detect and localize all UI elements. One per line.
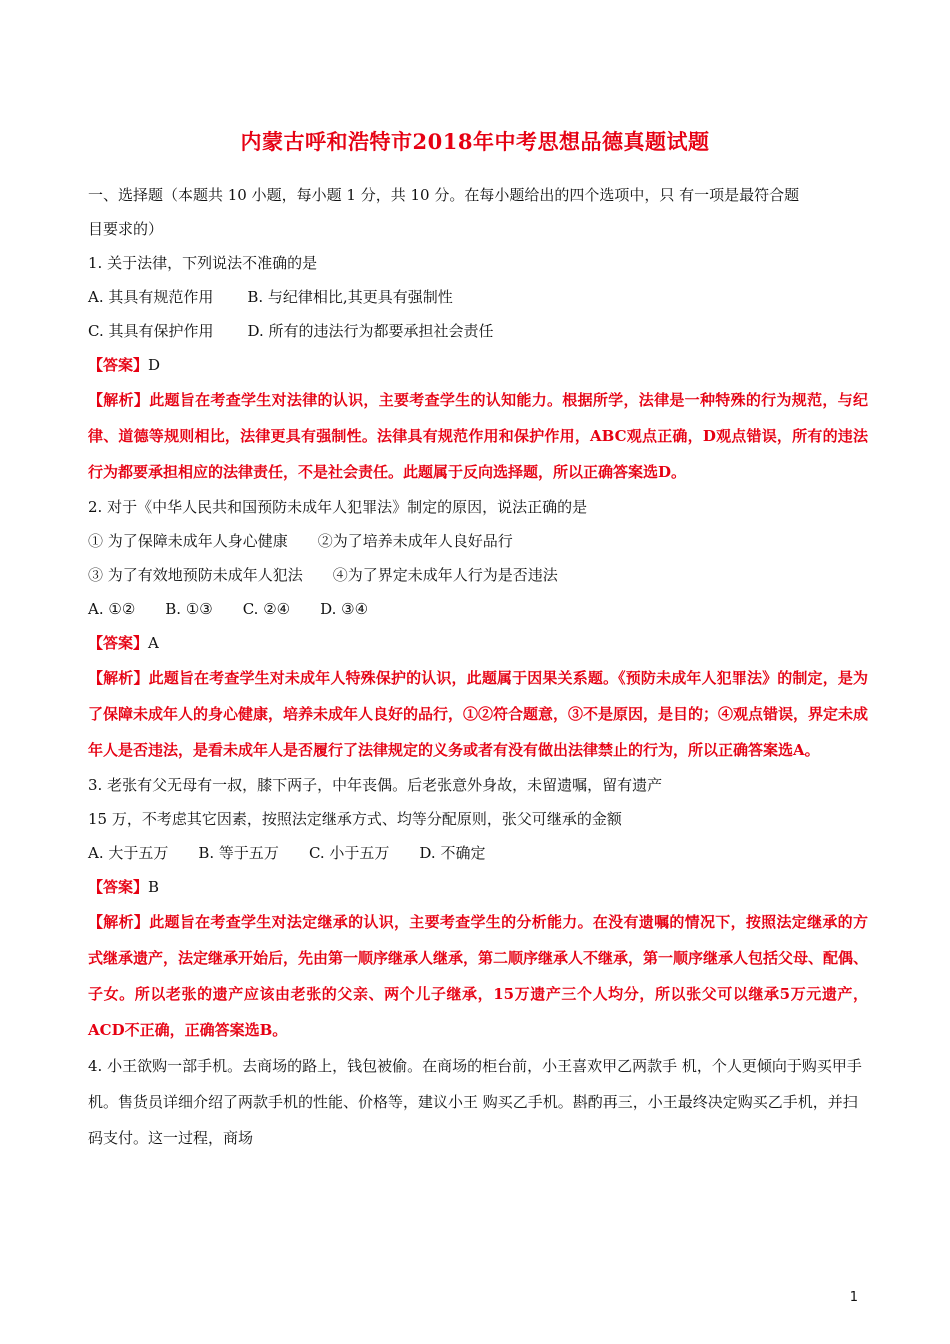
option-d: D. 不确定 [419,844,486,862]
explanation-text: 此题旨在考查学生对法律的认识，主要考查学生的认知能力。根据所学，法律是一种特殊的行为规范，与纪律、道德等规则相比，法律更具有强制性。法律具有规范作用和保护作用，ABC观点正确，D观点错误，所有的违法行为都要承担相应的法律责任，不是社会责任。此题属于反向选择题，所以正确答案选D。 [88,391,868,481]
section-heading: 一、选择题（本题共 10 小题，每小题 1 分，共 10 分。在每小题给出的四个选项中，只 有一项是最符合题 [88,186,800,204]
page-number: 1 [849,1290,858,1305]
option-row [88,314,868,348]
answer-line [88,626,868,660]
explanation-label: 【解析】 [88,391,150,409]
explanation [88,660,868,768]
explanation-label: 【解析】 [88,669,149,687]
explanation [88,904,868,1048]
question-stem: 4. 小王欲购一部手机。去商场的路上，钱包被偷。在商场的柜台前，小王喜欢甲乙两款手 机，个人更倾向于购买甲手机。售货员详细介绍了两款手机的性能、价格等，建议小王 购买乙手机。斟酌再三，小王最终决定购买乙手机，并扫码支付。这一过程，商场 [88,1057,862,1147]
answer-label: 【答案】 [88,356,149,374]
answer-value: B [148,878,160,896]
statement-row [88,524,868,558]
option-row [88,836,868,870]
statement-1: ① 为了保障未成年人身心健康 [88,532,288,550]
option-a: A. ①② [88,600,136,618]
explanation-text: 此题旨在考查学生对未成年人特殊保护的认识，此题属于因果关系题。《预防未成年人犯罪法》的制定，是为了保障未成年人的身心健康，培养未成年人良好的品行，①②符合题意，③不是原因，是目的；④观点错误，界定未成年人是否违法，是看未成年人是否履行了法律规定的义务或者有没有做出法律禁止的行为，所以正确答案选A。 [88,669,869,759]
option-b: B. ①③ [165,600,213,618]
question-2 [88,490,868,768]
section-heading-cont: 目要求的） [88,220,164,238]
option-a: A. 大于五万 [88,844,169,862]
explanation-text: 此题旨在考查学生对法定继承的认识，主要考查学生的分析能力。在没有遗嘱的情况下，按照法定继承的方式继承遗产，法定继承开始后，先由第一顺序继承人继承，第二顺序继承人不继承，第一顺序继承人包括父母、配偶、子女。所以老张的遗产应该由老张的父亲、两个儿子继承，15万遗产三个人均分，所以张父可以继承5万元遗产，ACD不正确，正确答案选B。 [88,913,869,1039]
question-1 [88,246,868,490]
option-row [88,280,868,314]
answer-value: A [148,634,159,652]
explanation [88,382,868,490]
option-b: B. 等于五万 [198,844,279,862]
option-c: C. 小于五万 [308,844,390,862]
question-stem: 2. 对于《中华人民共和国预防未成年人犯罪法》制定的原因，说法正确的是 [88,498,588,516]
option-c: C. 其具有保护作用 [88,322,214,340]
answer-value: D [148,356,161,374]
statement-3: ③ 为了有效地预防未成年人犯法 [88,566,303,584]
option-a: A. 其具有规范作用 [88,288,214,306]
option-row [88,592,868,626]
option-c: C. ②④ [242,600,291,618]
question-stem: 3. 老张有父无母有一叔，膝下两子，中年丧偶。后老张意外身故，未留遗嘱，留有遗产 [88,776,663,794]
option-d: D. ③④ [320,600,369,618]
statement-4: ④为了界定未成年人行为是否违法 [332,566,558,584]
option-d: D. 所有的违法行为都要承担社会责任 [247,322,494,340]
page-title: 内蒙古呼和浩特市2018年中考思想品德真题试题 [240,129,710,154]
option-b: B. 与纪律相比,其更具有强制性 [247,288,453,306]
answer-line [88,870,868,904]
question-4 [88,1048,868,1156]
question-stem: 1. 关于法律，下列说法不准确的是 [88,254,318,272]
document-body [88,178,868,1156]
statement-2: ②为了培养未成年人良好品行 [317,532,513,550]
answer-label: 【答案】 [88,634,149,652]
question-stem-cont: 15 万，不考虑其它因素，按照法定继承方式、均等分配原则，张父可继承的金额 [88,810,622,828]
statement-row [88,558,868,592]
question-3 [88,768,868,1048]
answer-line [88,348,868,382]
explanation-label: 【解析】 [88,913,150,931]
answer-label: 【答案】 [88,878,149,896]
